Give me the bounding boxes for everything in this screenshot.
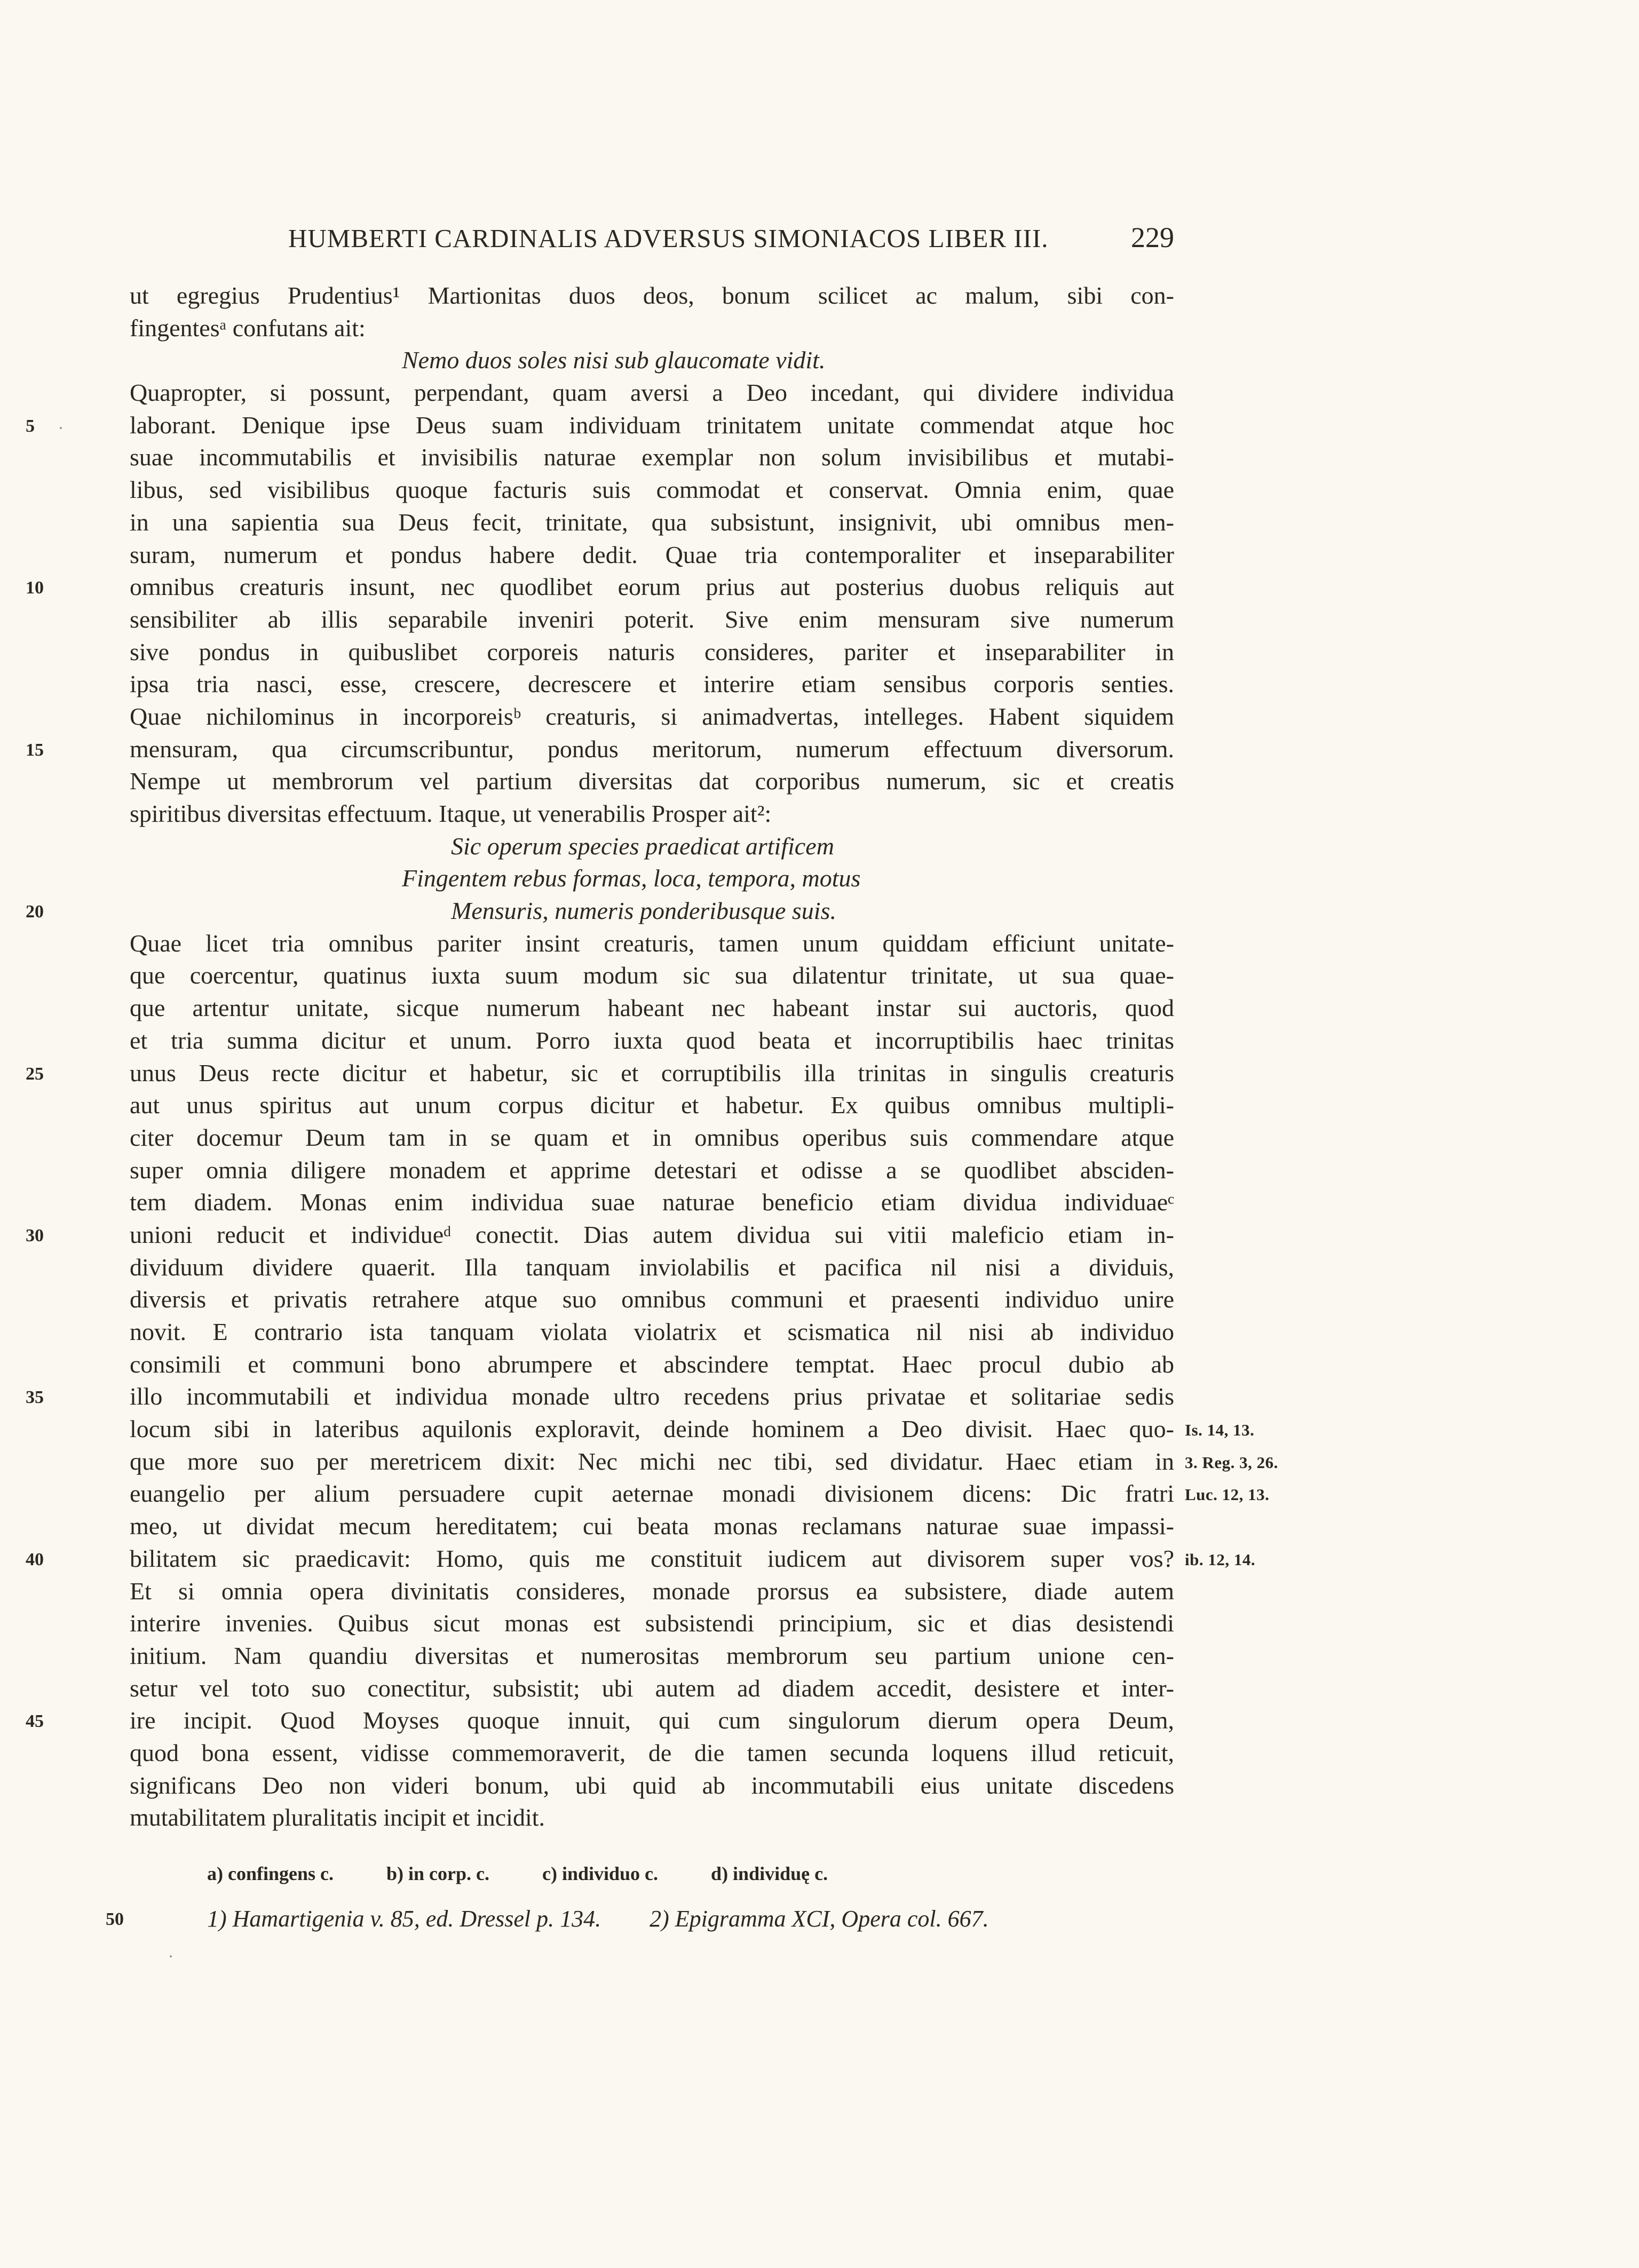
text-line	[130, 1316, 1174, 1349]
line-number: 15	[26, 740, 44, 760]
text-line	[130, 1413, 1255, 1446]
verse-line	[130, 862, 1174, 895]
critical-apparatus	[207, 1862, 876, 1885]
line-text: Nemo duos soles nisi sub glaucomate vidit.	[402, 346, 826, 374]
text-line	[130, 506, 1174, 539]
line-text: sive pondus in quibuslibet corporeis naturis consideres, pariter et inseparabiliter in	[130, 638, 1174, 665]
text-line	[130, 1575, 1174, 1608]
text-line	[26, 1057, 1174, 1090]
line-number: 40	[26, 1549, 44, 1569]
text-line	[130, 474, 1174, 506]
line-text: omnibus creaturis insunt, nec quodlibet eorum prius aut posterius duobus reliquis aut	[130, 573, 1174, 601]
marginal-reference: Luc. 12, 13.	[1185, 1485, 1270, 1504]
line-text: unioni reducit et individueᵈ conectit. Dias autem dividua sui vitii maleficio etiam in-	[130, 1220, 1174, 1248]
text-line	[130, 1802, 1174, 1834]
text-line	[26, 1543, 1256, 1575]
text-line	[130, 636, 1174, 669]
running-header	[288, 223, 1174, 260]
line-number: 10	[26, 578, 44, 598]
line-text: illo incommutabili et individua monade ultro recedens prius privatae et solitariae sedis	[130, 1383, 1174, 1410]
line-text: que coercentur, quatinus iuxta suum modum sic sua dilatentur trinitate, ut sua quae-	[130, 962, 1174, 989]
text-line	[130, 1089, 1174, 1122]
line-text: ut egregius Prudentius¹ Martionitas duos deos, bonum scilicet ac malum, sibi con-	[130, 282, 1174, 309]
line-text: suram, numerum et pondus habere dedit. Quae tria contemporaliter et inseparabiliter	[130, 541, 1174, 568]
text-line	[130, 701, 1174, 733]
source-note: 2) Epigramma XCI, Opera col. 667.	[650, 1906, 989, 1932]
line-text: interire invenies. Quibus sicut monas est subsistendi principium, sic et dias desistendi	[130, 1609, 1174, 1637]
text-line	[130, 1251, 1174, 1284]
text-line	[130, 1154, 1174, 1187]
text-line	[130, 992, 1174, 1025]
page-number: 229	[1131, 221, 1174, 253]
line-text: initium. Nam quandiu diversitas et numerositas membrorum seu partium unione cen-	[130, 1641, 1174, 1669]
line-text: meo, ut dividat mecum hereditatem; cui beata monas reclamans naturae suae impassi-	[130, 1512, 1174, 1540]
line-text: consimili et communi bono abrumpere et abscindere temptat. Haec procul dubio ab	[130, 1350, 1174, 1378]
line-text: novit. E contrario ista tanquam violata violatrix et scismatica nil nisi ab individuo	[130, 1318, 1174, 1345]
text-line	[130, 1737, 1174, 1770]
line-text: setur vel toto suo conectitur, subsistit; ubi autem ad diadem accedit, desistere et inter-	[130, 1674, 1174, 1702]
source-note: 1) Hamartigenia v. 85, ed. Dressel p. 134.	[207, 1906, 601, 1932]
text-line	[26, 1704, 1174, 1737]
critical-note: c) individuo c.	[542, 1863, 659, 1884]
line-text: mensuram, qua circumscribuntur, pondus meritorum, numerum effectuum diversorum.	[130, 735, 1174, 763]
line-text: Nempe ut membrorum vel partium diversitas dat corporibus numerum, sic et creatis	[130, 767, 1174, 795]
line-text: bilitatem sic praedicavit: Homo, quis me constituit iudicem aut divisorem super vos?	[130, 1544, 1174, 1572]
text-line	[130, 1186, 1174, 1219]
line-text: locum sibi in lateribus aquilonis exploravit, deinde hominem a Deo divisit. Haec quo-	[130, 1415, 1174, 1443]
paper-speck	[60, 427, 62, 429]
line-text: libus, sed visibilibus quoque facturis suis commodat et conservat. Omnia enim, quae	[130, 476, 1174, 504]
line-text: Mensuris, numeris ponderibusque suis.	[451, 897, 836, 925]
line-number: 25	[26, 1064, 44, 1084]
line-text: suae incommutabilis et invisibilis naturae exemplar non solum invisibilibus et mutabi-	[130, 443, 1174, 471]
marginal-reference: Is. 14, 13.	[1185, 1421, 1255, 1440]
text-line	[26, 1381, 1174, 1413]
text-line	[130, 668, 1174, 701]
line-text: fingentesᵃ confutans ait:	[130, 314, 366, 342]
line-text: que artentur unitate, sicque numerum habeant nec habeant instar sui auctoris, quod	[130, 994, 1174, 1022]
line-text: spiritibus diversitas effectuum. Itaque, ut venerabilis Prosper ait²:	[130, 800, 772, 827]
verse-line	[26, 895, 1174, 927]
critical-note: b) in corp. c.	[386, 1863, 489, 1884]
text-line	[130, 1770, 1174, 1802]
text-line	[130, 604, 1174, 636]
text-line	[130, 1446, 1278, 1478]
line-text: unus Deus recte dicitur et habetur, sic et corruptibilis illa trinitas in singulis creaturis	[130, 1059, 1174, 1087]
line-text: Quae licet tria omnibus pariter insint creaturis, tamen unum quiddam efficiunt unitate-	[130, 929, 1174, 957]
text-line	[130, 1478, 1270, 1510]
line-number: 5	[26, 416, 35, 436]
main-text	[26, 280, 1278, 1834]
line-text: diversis et privatis retrahere atque suo omnibus communi et praesenti individuo unire	[130, 1286, 1174, 1313]
text-line	[130, 312, 1174, 345]
line-text: ipsa tria nasci, esse, crescere, decrescere et interire etiam sensibus corporis senties.	[130, 670, 1174, 698]
text-line	[26, 409, 1174, 442]
text-line	[130, 1640, 1174, 1672]
text-line	[26, 1219, 1174, 1251]
line-number: 20	[26, 902, 44, 922]
text-line	[26, 733, 1174, 766]
marginal-reference: 3. Reg. 3, 26.	[1185, 1453, 1278, 1472]
line-number: 35	[26, 1387, 44, 1408]
line-text: sensibiliter ab illis separabile inveniri poterit. Sive enim mensuram sive numerum	[130, 605, 1174, 633]
line-text: laborant. Denique ipse Deus suam individuam trinitatem unitate commendat atque hoc	[130, 411, 1174, 439]
line-text: Sic operum species praedicat artificem	[451, 832, 834, 860]
paper-speck	[170, 1955, 172, 1957]
line-text: dividuum dividere quaerit. Illa tanquam inviolabilis et pacifica nil nisi a dividuis,	[130, 1253, 1174, 1281]
line-number: 45	[26, 1711, 44, 1732]
line-text: Quae nichilominus in incorporeisᵇ creaturis, si animadvertas, intelleges. Habent siquidem	[130, 702, 1174, 730]
line-text: Et si omnia opera divinitatis consideres, monade prorsus ea subsistere, diade autem	[130, 1577, 1174, 1605]
line-text: euangelio per alium persuadere cupit aeternae monadi divisionem dicens: Dic fratri	[130, 1480, 1174, 1508]
line-text: tem diadem. Monas enim individua suae naturae beneficio etiam dividua individuaeᶜ	[130, 1188, 1174, 1216]
text-line	[130, 1672, 1174, 1705]
footnote-line-number: 50	[106, 1909, 124, 1929]
line-text: ire incipit. Quod Moyses quoque innuit, qui cum singulorum dierum opera Deum,	[130, 1707, 1174, 1734]
text-line	[130, 1283, 1174, 1316]
critical-note: d) individuę c.	[711, 1863, 828, 1884]
text-line	[130, 1122, 1174, 1154]
text-line	[130, 539, 1174, 572]
line-text: significans Deo non videri bonum, ubi quid ab incommutabili eius unitate discedens	[130, 1771, 1174, 1799]
critical-note: a) confingens c.	[207, 1863, 334, 1884]
text-line	[130, 1510, 1174, 1543]
text-line	[130, 1349, 1174, 1381]
text-line	[130, 1607, 1174, 1640]
source-footnotes	[207, 1905, 1032, 1932]
text-line	[130, 1025, 1174, 1057]
verse-line	[130, 344, 1174, 377]
text-line	[130, 927, 1174, 960]
line-text: citer docemur Deum tam in se quam et in omnibus operibus suis commendare atque	[130, 1123, 1174, 1151]
text-line	[130, 798, 1174, 830]
line-text: Fingentem rebus formas, loca, tempora, motus	[402, 865, 861, 892]
verse-line	[130, 830, 1174, 863]
line-number: 30	[26, 1225, 44, 1246]
text-line	[26, 571, 1174, 604]
text-line	[130, 280, 1174, 312]
text-line	[130, 959, 1174, 992]
line-text: que more suo per meretricem dixit: Nec michi nec tibi, sed dividatur. Haec etiam in	[130, 1447, 1174, 1475]
line-text: quod bona essent, vidisse commemoraverit, de die tamen secunda loquens illud reticuit,	[130, 1739, 1174, 1766]
text-line	[130, 377, 1174, 409]
line-text: mutabilitatem pluralitatis incipit et incidit.	[130, 1804, 545, 1831]
line-text: super omnia diligere monadem et apprime detestari et odisse a se quodlibet absciden-	[130, 1156, 1174, 1184]
line-text: aut unus spiritus aut unum corpus dicitur et habetur. Ex quibus omnibus multipli-	[130, 1091, 1174, 1119]
running-title: HUMBERTI CARDINALIS ADVERSUS SIMONIACOS LIBER III.	[288, 224, 1049, 253]
marginal-reference: ib. 12, 14.	[1185, 1550, 1256, 1569]
text-line	[130, 765, 1174, 798]
line-text: et tria summa dicitur et unum. Porro iuxta quod beata et incorruptibilis haec trinitas	[130, 1026, 1174, 1054]
line-text: in una sapientia sua Deus fecit, trinitate, qua subsistunt, insignivit, ubi omnibus men-	[130, 508, 1174, 536]
line-text: Quapropter, si possunt, perpendant, quam aversi a Deo incedant, qui dividere individua	[130, 379, 1174, 407]
text-line	[130, 441, 1174, 474]
